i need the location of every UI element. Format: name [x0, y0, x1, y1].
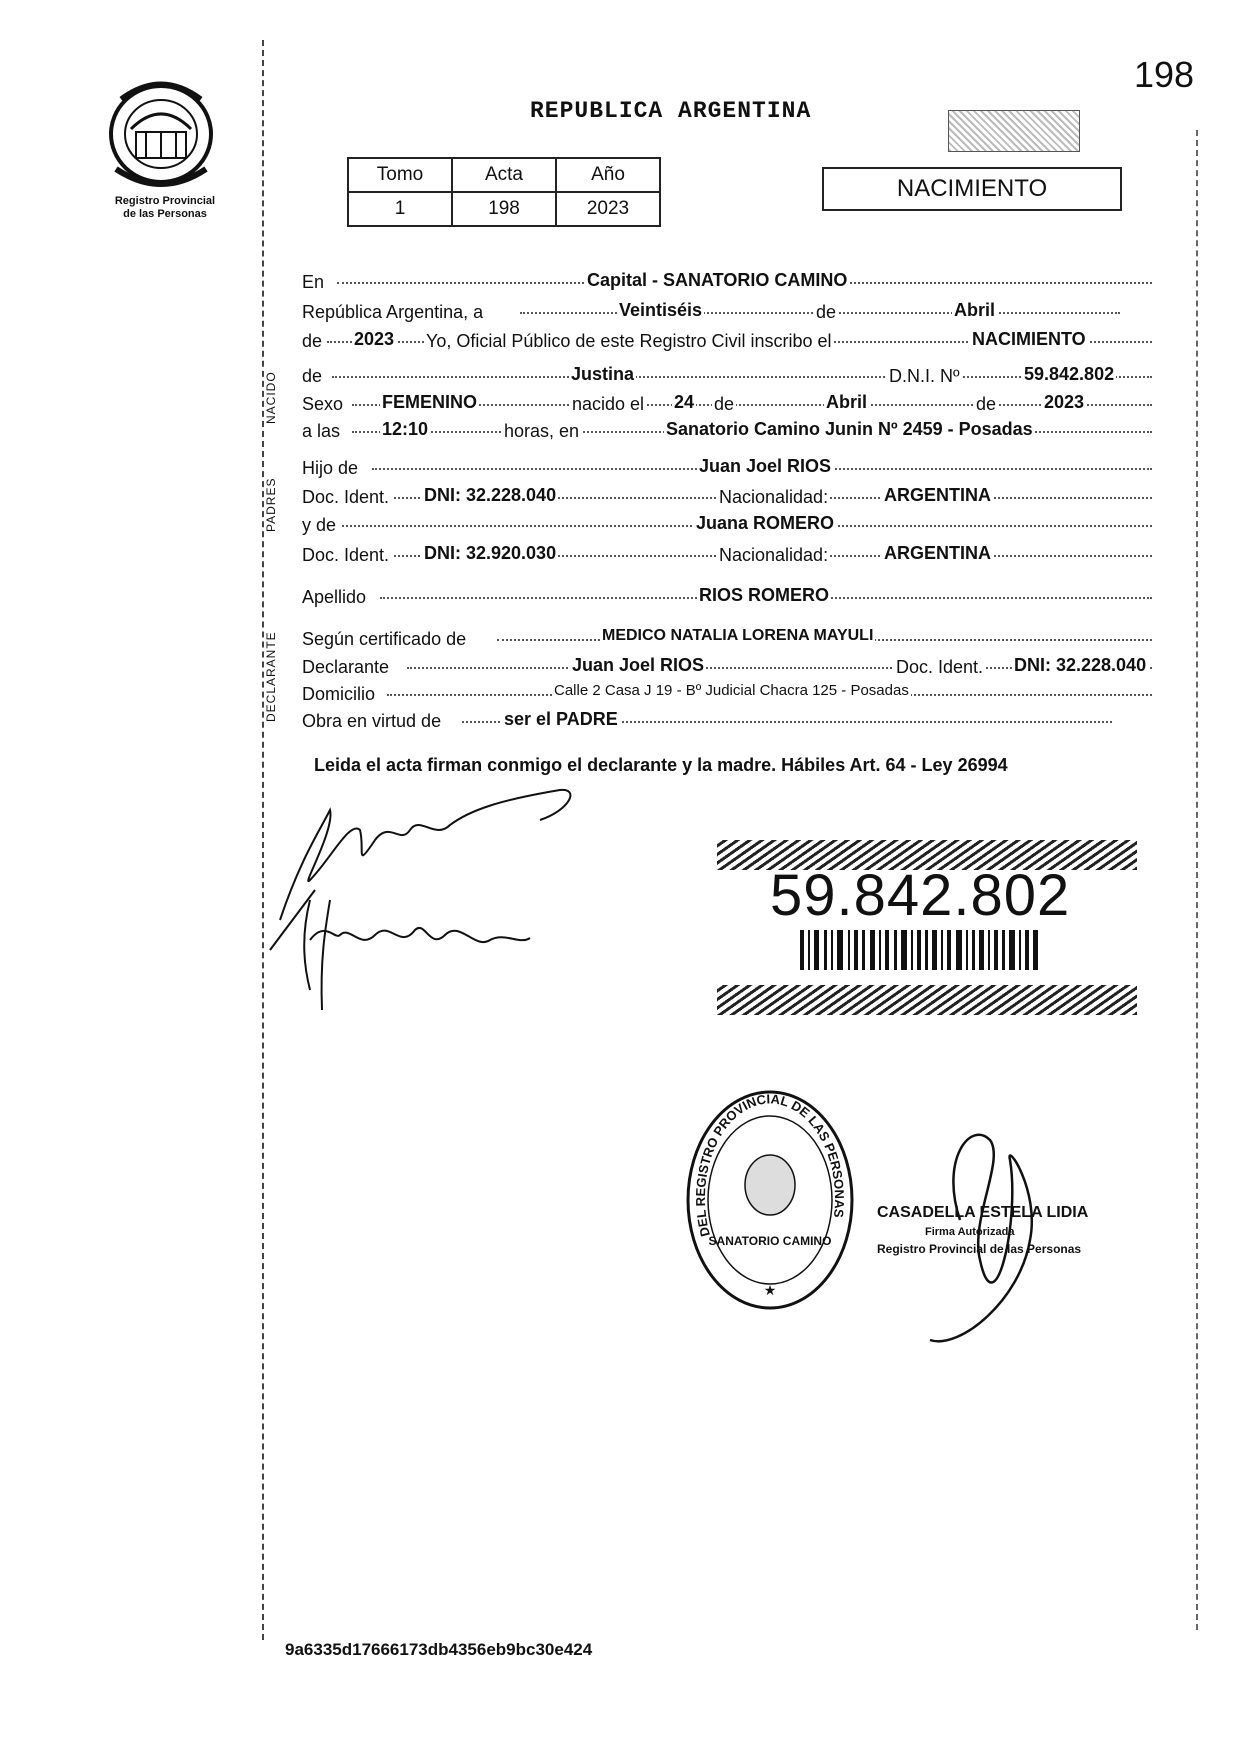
official-role: Firma Autorizada	[925, 1226, 1015, 1238]
surname-value: RIOS ROMERO	[699, 585, 830, 605]
republica-label: República Argentina, a	[302, 302, 484, 322]
father-doc-value: DNI: 32.228.040	[424, 485, 557, 505]
month-value: Abril	[954, 300, 996, 320]
father-value: Juan Joel RIOS	[699, 456, 832, 476]
provincial-coat-of-arms-logo	[96, 74, 226, 194]
security-seal	[948, 110, 1080, 152]
row-nombre: de Justina D.N.I. Nº 59.842.802	[302, 364, 1162, 390]
official-round-stamp	[680, 1085, 860, 1315]
signature-mother	[280, 880, 540, 1000]
row-certificado: Según certificado de MEDICO NATALIA LORENA MAYULI	[302, 627, 1162, 653]
row-doc-madre: Doc. Ident. DNI: 32.920.030 Nacionalidad: ARGENTINA	[302, 543, 1162, 569]
row-acto: de 2023 Yo, Oficial Público de este Registro Civil inscribo el NACIMIENTO	[302, 329, 1162, 355]
register-table	[347, 157, 661, 227]
declarant-value: Juan Joel RIOS	[572, 655, 705, 675]
side-label-nacido: NACIDO	[264, 371, 278, 424]
row-en	[302, 270, 1162, 296]
stamp-pattern-bottom	[717, 985, 1137, 1015]
row-obra: Obra en virtud de ser el PADRE	[302, 709, 1162, 735]
tomo-value: 1	[348, 192, 452, 226]
by-virtue-value: ser el PADRE	[504, 709, 618, 729]
row-doc-padre: Doc. Ident. DNI: 32.228.040 Nacionalidad: ARGENTINA	[302, 485, 1162, 511]
sex-value: FEMENINO	[382, 392, 478, 412]
dni-value: 59.842.802	[1024, 364, 1115, 384]
record-type-box: NACIMIENTO	[822, 167, 1122, 211]
svg-text:SANATORIO CAMINO: SANATORIO CAMINO	[708, 1234, 832, 1248]
side-label-declarante: DECLARANTE	[264, 631, 278, 722]
day-value: Veintiséis	[619, 300, 703, 320]
father-nationality-value: ARGENTINA	[884, 485, 991, 505]
birth-place-value: Sanatorio Camino Junin Nº 2459 - Posadas	[666, 419, 1033, 439]
row-hora: a las 12:10 horas, en Sanatorio Camino Junin Nº 2459 - Posadas	[302, 419, 1162, 445]
svg-text:★: ★	[763, 1282, 777, 1298]
logo-label: Registro Provincial de las Personas	[114, 195, 216, 220]
anio-value: 2023	[556, 192, 660, 226]
row-padre: Hijo de Juan Joel RIOS	[302, 456, 1162, 482]
official-name: CASADELLA ESTELA LIDIA	[877, 1204, 1089, 1221]
birth-month-value: Abril	[826, 392, 868, 412]
barcode	[800, 930, 1042, 970]
row-declarante: Declarante Juan Joel RIOS Doc. Ident. DNI: 32.228.040	[302, 655, 1162, 681]
svg-text:DEL REGISTRO PROVINCIAL DE LAS: DEL REGISTRO PROVINCIAL DE LAS PERSONAS	[692, 1091, 848, 1239]
year-value: 2023	[354, 329, 395, 349]
declarant-doc-value: DNI: 32.228.040	[1014, 655, 1147, 675]
row-sexo: Sexo FEMENINO nacido el 24 de Abril de 2023	[302, 392, 1162, 418]
address-value: Calle 2 Casa J 19 - Bº Judicial Chacra 125 - Posadas	[554, 682, 909, 699]
page-number: 198	[1134, 54, 1195, 95]
anio-header: Año	[556, 158, 660, 192]
place-value: Capital - SANATORIO CAMINO	[587, 270, 848, 290]
closing-statement: Leida el acta firman conmigo el declarante y la madre. Hábiles Art. 64 - Ley 26994	[314, 755, 1008, 775]
id-number-stamp: 59.842.802	[770, 863, 1071, 928]
en-label: En	[302, 272, 325, 292]
row-apellido: Apellido RIOS ROMERO	[302, 585, 1162, 611]
side-label-padres: PADRES	[264, 477, 278, 532]
document-hash: 9a6335d17666173db4356eb9bc30e424	[285, 1640, 593, 1659]
certificate-value: MEDICO NATALIA LORENA MAYULI	[602, 627, 874, 644]
row-fecha: República Argentina, a Veintiséis de Abril	[302, 300, 1162, 326]
right-margin-line	[1196, 130, 1198, 1630]
official-organization: Registro Provincial de las Personas	[877, 1242, 1082, 1256]
birth-year-value: 2023	[1044, 392, 1085, 412]
tomo-header: Tomo	[348, 158, 452, 192]
act-value: NACIMIENTO	[972, 329, 1086, 349]
mother-value: Juana ROMERO	[696, 513, 835, 533]
time-value: 12:10	[382, 419, 429, 439]
acta-header: Acta	[452, 158, 556, 192]
row-domicilio: Domicilio Calle 2 Casa J 19 - Bº Judicial Chacra 125 - Posadas	[302, 682, 1162, 708]
birth-day-value: 24	[674, 392, 695, 412]
name-value: Justina	[571, 364, 635, 384]
acta-value: 198	[452, 192, 556, 226]
country-title: REPUBLICA ARGENTINA	[530, 98, 812, 124]
row-madre: y de Juana ROMERO	[302, 513, 1162, 539]
mother-nationality-value: ARGENTINA	[884, 543, 991, 563]
mother-doc-value: DNI: 32.920.030	[424, 543, 557, 563]
